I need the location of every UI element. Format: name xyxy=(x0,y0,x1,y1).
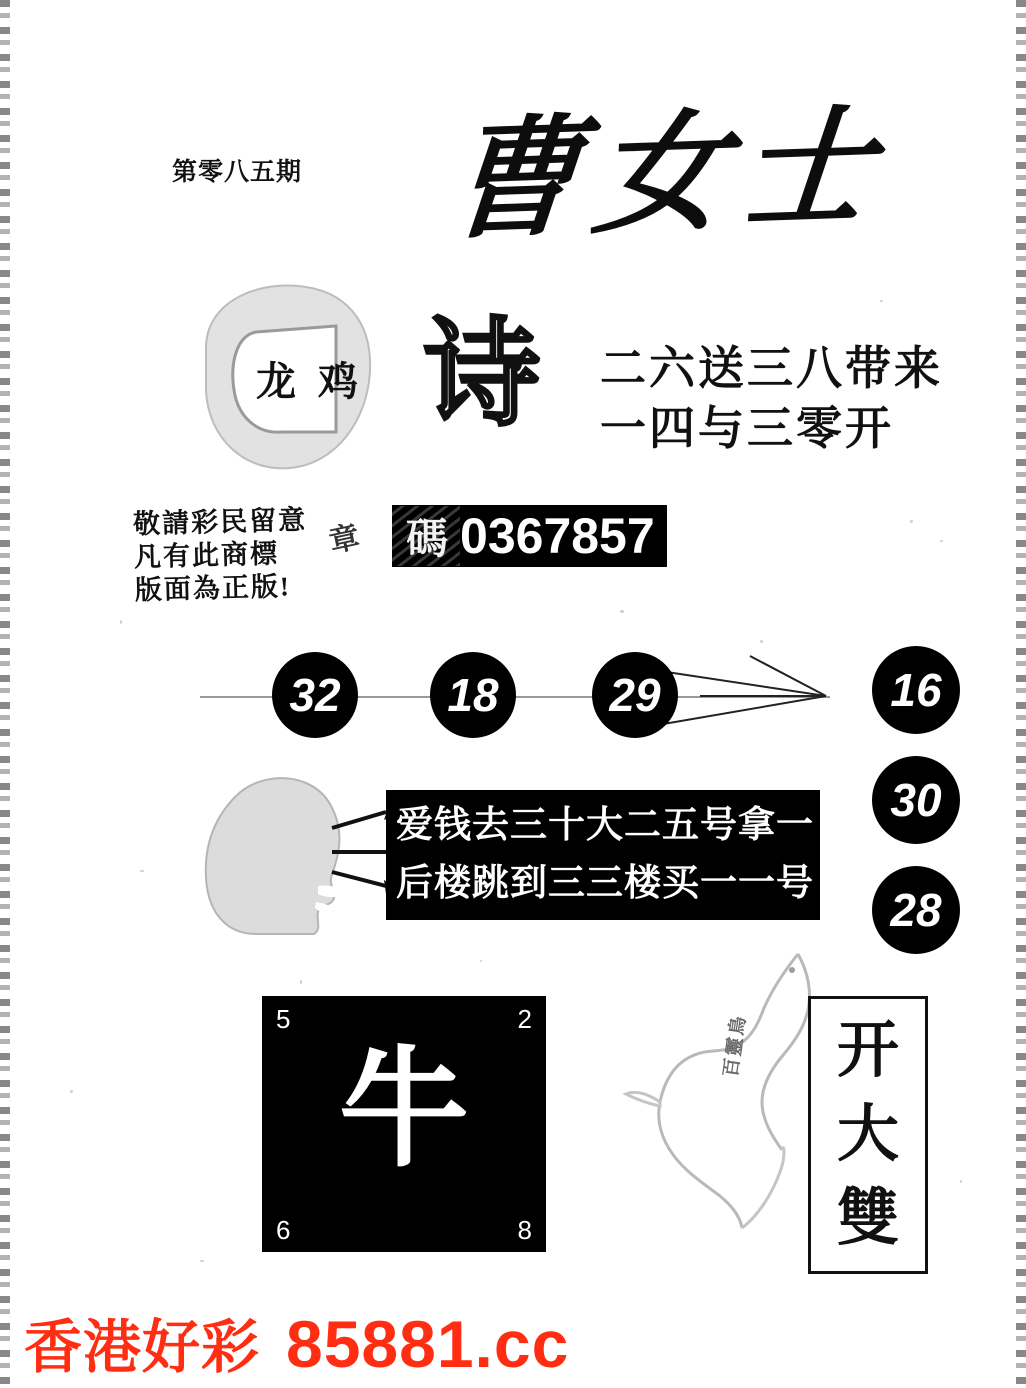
message-banner xyxy=(386,790,820,920)
code-banner xyxy=(392,505,667,567)
seal-stamp-icon: 章 xyxy=(326,520,363,560)
footer-site: 85881.cc xyxy=(286,1307,570,1381)
scan-speck xyxy=(70,1090,73,1093)
notice-text xyxy=(133,504,310,608)
scan-speck xyxy=(940,540,943,542)
dove-label: 百靈鳥 xyxy=(720,1013,751,1079)
character-card xyxy=(262,996,546,1252)
card-center-char: 牛 xyxy=(338,1039,469,1183)
issue-label: 第零八五期 xyxy=(172,159,303,186)
scan-speck xyxy=(960,1180,962,1183)
card-corner-top-right: 2 xyxy=(517,1004,532,1034)
number-ball: 28 xyxy=(872,866,960,954)
scan-speck xyxy=(620,610,624,613)
footer xyxy=(24,1300,569,1384)
message-line-1: 爱钱去三十大二五号拿一 xyxy=(396,804,814,845)
scan-speck xyxy=(120,620,122,624)
scan-speck xyxy=(880,300,883,302)
card-corner-bottom-right: 8 xyxy=(517,1215,532,1245)
footer-brand: 香港好彩 xyxy=(24,1315,261,1380)
vertical-phrase-text: 开 大 雙 xyxy=(836,1017,899,1253)
number-ball: 32 xyxy=(272,652,358,738)
code-number: 0367857 xyxy=(460,508,655,564)
page-edge-right xyxy=(1016,0,1026,1388)
code-word-label: 碼 xyxy=(392,506,460,566)
poem-line-1: 二六送三八带来 xyxy=(600,342,943,394)
poem-heading-char: 诗 xyxy=(424,312,540,440)
scan-speck xyxy=(200,1260,204,1262)
vertical-phrase-frame xyxy=(808,996,928,1274)
poem-line-2: 一四与三零开 xyxy=(600,402,894,454)
scan-speck xyxy=(480,960,482,962)
card-corner-top-left: 5 xyxy=(276,1004,291,1034)
message-line-2: 后楼跳到三三楼买一一号 xyxy=(396,862,814,903)
scan-speck xyxy=(910,520,913,523)
number-ball: 30 xyxy=(872,756,960,844)
dove-icon xyxy=(612,944,832,1234)
number-ball: 18 xyxy=(430,652,516,738)
scan-speck xyxy=(140,870,144,872)
scan-speck xyxy=(760,640,763,643)
notice-line-3: 版面為正版! xyxy=(134,571,292,606)
scan-speck xyxy=(300,980,302,984)
card-corner-bottom-left: 6 xyxy=(276,1215,291,1245)
notice-line-2: 凡有此商標 xyxy=(133,538,280,573)
zodiac-char-2: 鸡 xyxy=(318,360,358,404)
number-ball: 16 xyxy=(872,646,960,734)
page-title: 曹女士 xyxy=(441,95,894,256)
zodiac-char-1: 龙 xyxy=(256,360,296,404)
number-ball: 29 xyxy=(592,652,678,738)
poem-text xyxy=(600,338,943,458)
page-edge-left xyxy=(0,0,10,1388)
notice-line-1: 敬請彩民留意 xyxy=(132,504,308,540)
